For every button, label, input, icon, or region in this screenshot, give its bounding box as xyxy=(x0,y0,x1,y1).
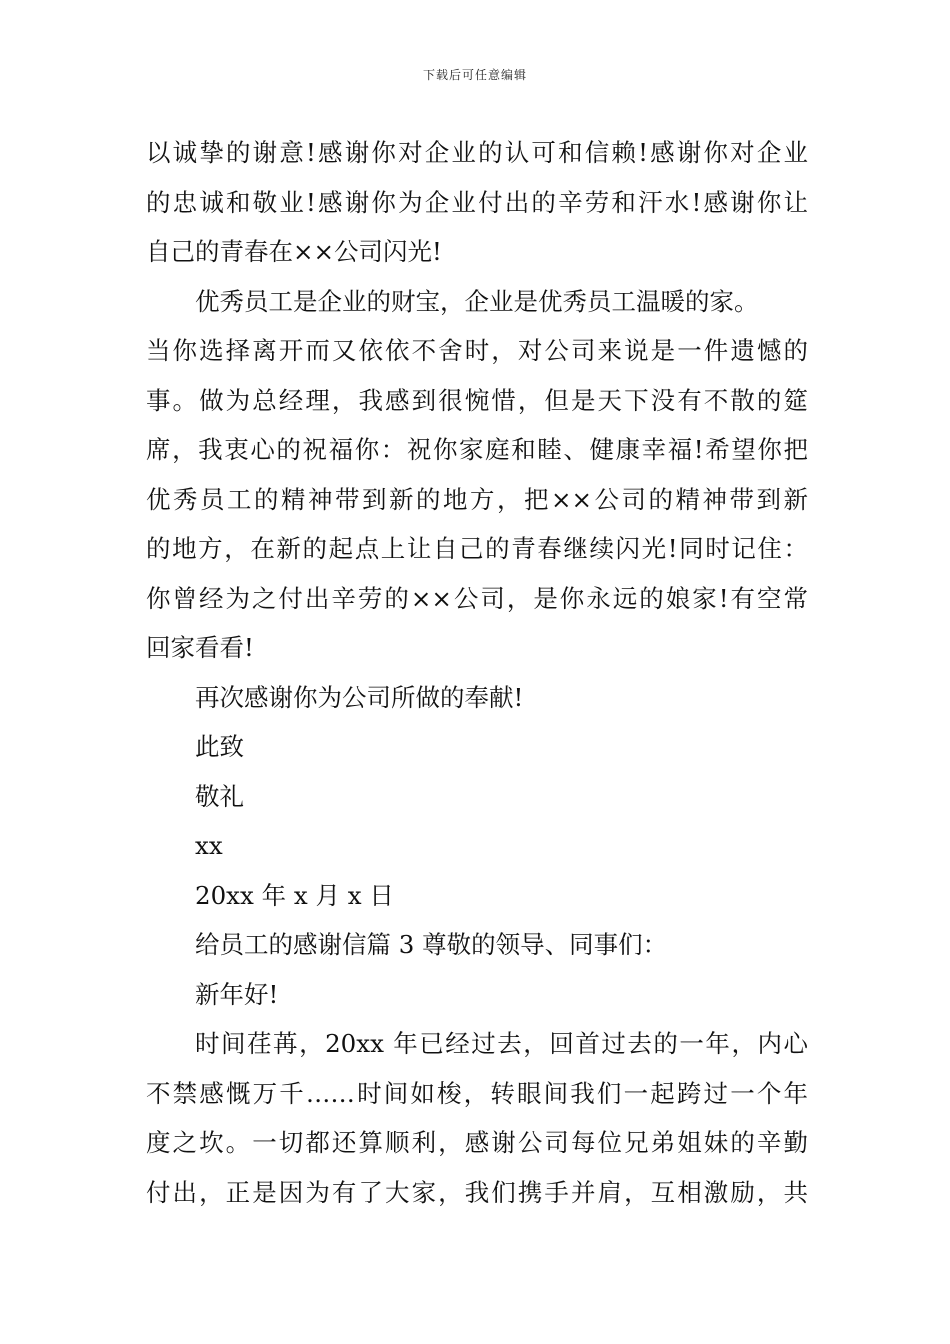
text-line: 20xx 年 x 月 x 日 xyxy=(195,880,394,910)
text-line: 回家看看! xyxy=(146,633,254,662)
text-line: 优秀员工的精神带到新的地方，把××公司的精神带到新 xyxy=(146,484,808,514)
text-line: 时间荏苒，20xx 年已经过去，回首过去的一年，内心 xyxy=(195,1029,808,1058)
text-line: 以诚挚的谢意!感谢你对企业的认可和信赖!感谢你对企业 xyxy=(146,138,808,167)
document-body xyxy=(146,128,808,1217)
text-line: 给员工的感谢信篇 3 尊敬的领导、同事们： xyxy=(195,930,668,959)
text-line: 度之坎。一切都还算顺利，感谢公司每位兄弟姐妹的辛勤 xyxy=(146,1128,808,1157)
date-line xyxy=(146,871,808,921)
page-header-note: 下载后可任意编辑 xyxy=(422,68,527,82)
signature xyxy=(146,821,808,871)
salutation-jingli xyxy=(146,772,808,822)
greeting xyxy=(146,970,808,1020)
text-line: 优秀员工是企业的财宝，企业是优秀员工温暖的家。 xyxy=(195,286,759,316)
text-line: 的忠诚和敬业!感谢你为企业付出的辛劳和汗水!感谢你让 xyxy=(146,187,808,217)
text-line: 的地方，在新的起点上让自己的青春继续闪光!同时记住： xyxy=(146,534,808,563)
text-line: 自己的青春在××公司闪光! xyxy=(146,237,442,266)
text-line: 当你选择离开而又依依不舍时，对公司来说是一件遗憾的 xyxy=(146,336,808,365)
text-line: 此致 xyxy=(195,732,244,761)
text-line: 敬礼 xyxy=(195,781,244,811)
text-line: 事。做为总经理，我感到很惋惜，但是天下没有不散的筵 xyxy=(146,385,808,415)
text-line: 席，我衷心的祝福你：祝你家庭和睦、健康幸福!希望你把 xyxy=(146,435,808,464)
closing-thanks xyxy=(146,673,808,723)
paragraph xyxy=(146,1019,808,1217)
text-line: 付出，正是因为有了大家，我们携手并肩，互相激励，共 xyxy=(146,1177,808,1207)
text-line: 新年好! xyxy=(195,979,279,1009)
section-heading xyxy=(146,920,808,970)
paragraph xyxy=(146,128,808,277)
text-line: 不禁感慨万千……时间如梭，转眼间我们一起跨过一个年 xyxy=(146,1078,808,1108)
text-line: 你曾经为之付出辛劳的××公司，是你永远的娘家!有空常 xyxy=(146,583,808,613)
text-line: xx xyxy=(195,831,223,860)
salutation-cizhi xyxy=(146,722,808,772)
paragraph xyxy=(146,277,808,673)
text-line: 再次感谢你为公司所做的奉献! xyxy=(195,682,524,712)
